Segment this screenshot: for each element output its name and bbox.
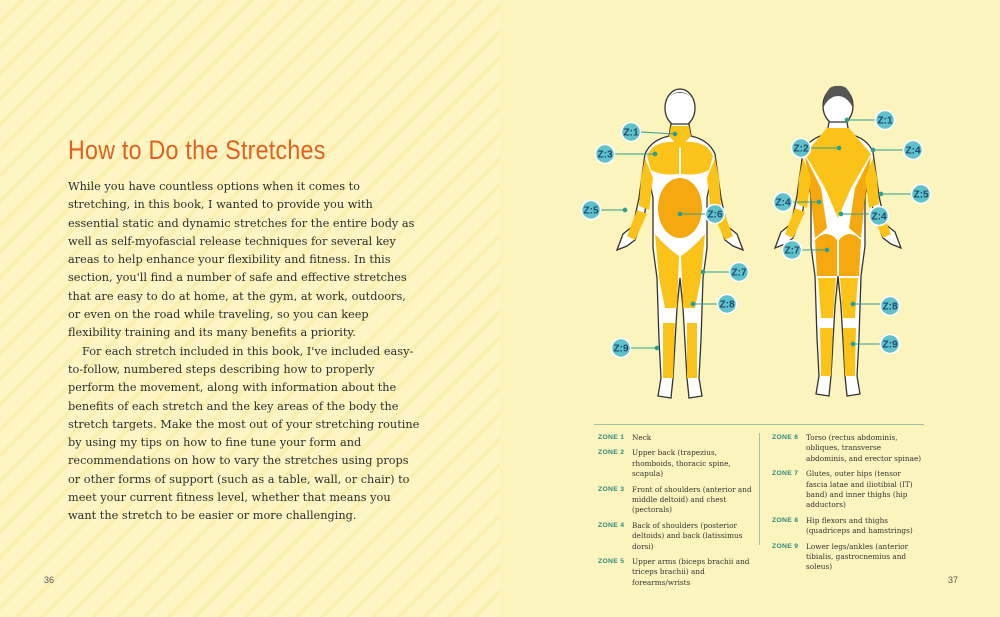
- zone-description: Upper back (trapezius, rhomboids, thoracic spine, scapula): [632, 448, 731, 479]
- legend-row: [598, 433, 756, 443]
- body-zones-figure: [575, 78, 955, 413]
- legend-column-right: [772, 433, 922, 578]
- zone-badge: [881, 297, 900, 316]
- zone-id: ZONE 6: [772, 434, 799, 441]
- zone-id: ZONE 4: [598, 521, 625, 529]
- legend-row: [598, 448, 756, 479]
- zone-id: ZONE 7: [772, 470, 799, 478]
- zone-id: ZONE 1: [598, 434, 625, 441]
- zone-id: ZONE 3: [598, 485, 625, 493]
- zone-badge: [622, 123, 641, 142]
- legend-divider: [759, 433, 760, 545]
- svg-text:Z:5: Z:5: [913, 189, 929, 201]
- svg-text:Z:9: Z:9: [613, 343, 629, 355]
- svg-text:Z:6: Z:6: [707, 209, 723, 221]
- zone-badge: [582, 201, 601, 220]
- zone-badge: [904, 141, 923, 160]
- svg-text:Z:1: Z:1: [623, 127, 639, 139]
- svg-text:Z:8: Z:8: [882, 301, 898, 313]
- zone-description: Torso (rectus abdominis, obliques, transverse abdominis, and erector spinae): [806, 433, 922, 463]
- svg-text:Z:2: Z:2: [793, 143, 809, 155]
- page-number-left: 36: [44, 575, 55, 585]
- zone-badge: [792, 139, 811, 158]
- zone-badge: [730, 263, 749, 282]
- zone-badge: [706, 205, 725, 224]
- zone-id: ZONE 9: [772, 542, 799, 550]
- zone-id: ZONE 2: [598, 449, 625, 457]
- zone-badge: [870, 207, 889, 226]
- legend-row: [598, 521, 756, 552]
- zone-badge: [912, 185, 931, 204]
- zone-badge: [774, 193, 793, 212]
- svg-text:Z:7: Z:7: [784, 245, 800, 257]
- legend-row: [772, 469, 922, 511]
- legend-row: [772, 542, 922, 573]
- zone-description: Back of shoulders (posterior deltoids) and back (latissimus dorsi): [632, 520, 743, 551]
- paragraph-2: For each stretch included in this book, I've included easy-to-follow, numbered steps describing how to properly perform the movement, along with information about the benefits of each stretch and the key areas of the body the stretch targets. Make the most out of your stretching routine by using my tips on how to fine tune your form and recommendations on how to vary the stretches using props or other forms of support (such as a table, wall, or chair) to meet your current fitness level, whether that means you want the stretch to be easier or more challenging.: [68, 344, 420, 523]
- zone-description: Front of shoulders (anterior and middle deltoid) and chest (pectorals): [632, 484, 752, 515]
- svg-text:Z:8: Z:8: [719, 299, 735, 311]
- zone-badge: [783, 241, 802, 260]
- svg-text:Z:9: Z:9: [882, 339, 898, 351]
- zone-badge: [876, 111, 895, 130]
- legend-column-left: [598, 433, 756, 593]
- page-number-right: 37: [948, 575, 959, 585]
- body-text: [68, 178, 420, 526]
- zone-description: Neck: [632, 433, 652, 442]
- svg-text:Z:7: Z:7: [731, 267, 747, 279]
- svg-text:Z:3: Z:3: [597, 149, 613, 161]
- legend-row: [598, 557, 756, 588]
- paragraph-1: While you have countless options when it comes to stretching, in this book, I wanted to provide you with essential static and dynamic stretches for the entire body as well as self-myofascial release techniques for several key areas to help enhance your flexibility and fitness. In this section, you'll find a number of safe and effective stretches that are easy to do at home, at the gym, at work, outdoors, or even on the road while traveling, so you can keep flexibility training and its many benefits a priority.: [68, 180, 415, 340]
- zone-description: Glutes, outer hips (tensor fascia latae and iliotibial (IT) band) and inner thighs (hip adductors): [806, 469, 913, 510]
- zone-badge: [718, 295, 737, 314]
- zone-id: ZONE 5: [598, 558, 625, 566]
- zone-id: ZONE 8: [772, 516, 799, 524]
- zone-description: Hip flexors and thighs (quadriceps and hamstrings): [806, 515, 913, 536]
- zone-badge: [596, 145, 615, 164]
- svg-text:Z:1: Z:1: [877, 115, 893, 127]
- zone-badge: [612, 339, 631, 358]
- zone-badge: [881, 335, 900, 354]
- svg-text:Z:4: Z:4: [905, 145, 921, 157]
- svg-text:Z:5: Z:5: [583, 205, 599, 217]
- svg-text:Z:4: Z:4: [871, 211, 887, 223]
- legend-row: [772, 433, 922, 464]
- legend-row: [772, 516, 922, 537]
- zone-description: Upper arms (biceps brachii and triceps brachii) and forearms/wrists: [632, 557, 750, 587]
- legend-row: [598, 485, 756, 516]
- zone-description: Lower legs/ankles (anterior tibialis, gastrocnemius and soleus): [806, 541, 909, 572]
- zone-legend: [594, 424, 924, 587]
- svg-text:Z:4: Z:4: [775, 197, 791, 209]
- page-title: How to Do the Stretches: [68, 135, 326, 165]
